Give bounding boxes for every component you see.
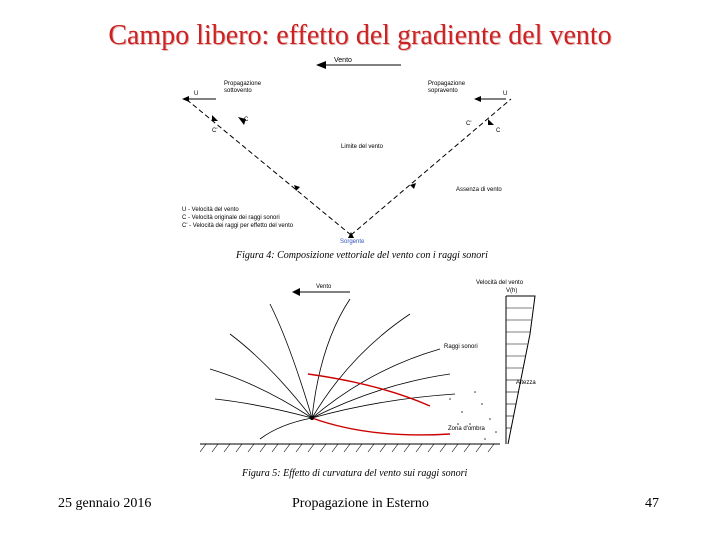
- sottovento-label-2: sottovento: [224, 88, 252, 94]
- wind-vector-diagram: [176, 55, 530, 245]
- wind-curvature-diagram: [200, 274, 545, 464]
- sottovento-label-1: Propagazione: [224, 81, 262, 87]
- wind-label: Vento: [334, 57, 352, 64]
- sorgente-label: Sorgente: [340, 239, 365, 245]
- slide-number: 47: [645, 496, 659, 511]
- u-right-label: U: [503, 91, 508, 97]
- c-left-label: C: [244, 117, 249, 123]
- limite-label: Limite del vento: [341, 144, 384, 150]
- sopravento-label-2: sopravento: [428, 88, 458, 94]
- legend-cprime: C' - Velocità dei raggi per effetto del vento: [182, 223, 294, 229]
- sopravento-label-1: Propagazione: [428, 81, 466, 87]
- figure5-caption: Figura 5: Effetto di curvatura del vento sui raggi sonori: [242, 468, 468, 479]
- c-right-label: C: [496, 128, 501, 134]
- legend-u: U - Velocità del vento: [182, 207, 239, 213]
- source-point: [310, 416, 314, 420]
- legend-c: C - Velocità originale dei raggi sonori: [182, 215, 280, 221]
- figure4-caption: Figura 4: Composizione vettoriale del vento con i raggi sonori: [236, 250, 488, 261]
- velocita-label-1: Velocità del vento: [476, 280, 524, 286]
- footer-date: 25 gennaio 2016: [58, 496, 152, 511]
- assenza-label: Assenza di vento: [456, 187, 502, 193]
- wind-label-5: Vento: [316, 284, 332, 290]
- u-left-label: U: [194, 91, 199, 97]
- cprime-left-label: C': [212, 128, 218, 134]
- cprime-right-label: C': [466, 121, 472, 127]
- velocita-label-2: V(h): [506, 288, 518, 294]
- altezza-label: Altezza: [516, 380, 536, 386]
- slide-title: Campo libero: effetto del gradiente del vento: [108, 20, 612, 51]
- raggi-label: Raggi sonori: [444, 344, 478, 350]
- zona-ombra-label: Zona d'ombra: [448, 426, 485, 432]
- footer-center: Propagazione in Esterno: [292, 496, 429, 511]
